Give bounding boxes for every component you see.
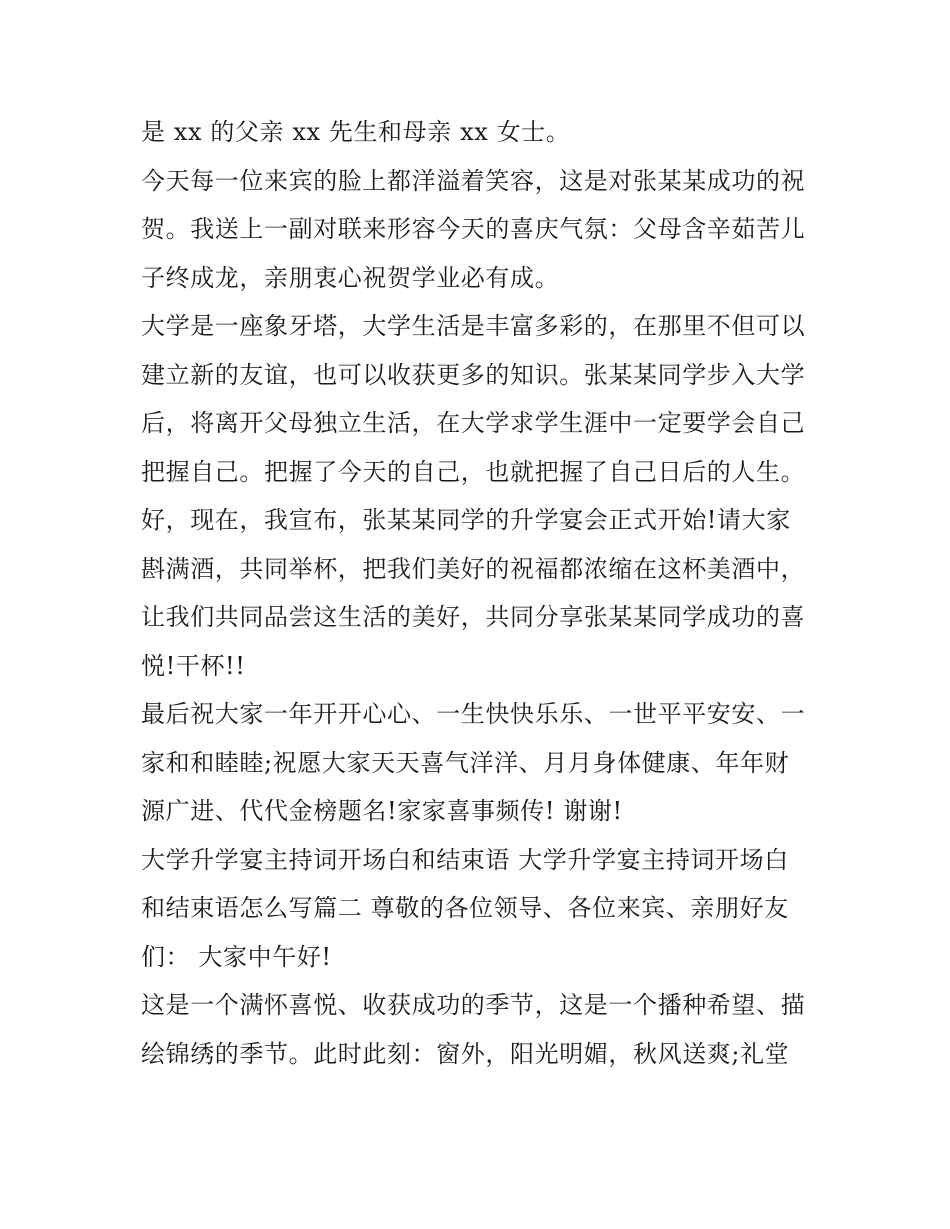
text-line: 子终成龙，亲朋衷心祝贺学业必有成。 xyxy=(141,263,560,292)
text-line: 们： 大家中午好! xyxy=(141,942,332,971)
text-line: 让我们共同品尝这生活的美好，共同分享张某某同学成功的喜 xyxy=(141,603,806,631)
text-line: 悦!干杯!! xyxy=(141,651,246,680)
text-line: 后，将离开父母独立生活，在大学求学生涯中一定要学会自己 xyxy=(141,409,806,437)
text-line: 这是一个满怀喜悦、收获成功的季节，这是一个播种希望、描 xyxy=(141,991,806,1019)
text-line: 把握自己。把握了今天的自己，也就把握了自己日后的人生。 xyxy=(141,457,806,486)
text-line: 好，现在，我宣布，张某某同学的升学宴会正式开始!请大家 xyxy=(141,506,791,534)
text-line: 和结束语怎么写篇二 尊敬的各位领导、各位来宾、亲朋好友 xyxy=(141,894,789,922)
text-line: 建立新的友谊，也可以收获更多的知识。张某某同学步入大学 xyxy=(141,360,806,389)
text-line: 大学升学宴主持词开场白和结束语 大学升学宴主持词开场白 xyxy=(141,845,789,874)
text-line: 家和和睦睦;祝愿大家天天喜气洋洋、月月身体健康、年年财 xyxy=(141,748,790,777)
text-line: 最后祝大家一年开开心心、一生快快乐乐、一世平平安安、一 xyxy=(141,700,806,728)
text-line: 今天每一位来宾的脸上都洋溢着笑容，这是对张某某成功的祝 xyxy=(141,166,806,195)
text-line: 源广进、代代金榜题名!家家喜事频传! 谢谢! xyxy=(141,797,623,825)
text-line: 绘锦绣的季节。此时此刻：窗外，阳光明媚，秋风送爽;礼堂 xyxy=(141,1039,790,1068)
text-line: 大学是一座象牙塔，大学生活是丰富多彩的，在那里不但可以 xyxy=(141,312,806,340)
text-line: 斟满酒，共同举杯，把我们美好的祝福都浓缩在这杯美酒中， xyxy=(141,554,806,583)
document-body xyxy=(141,108,821,1078)
text-line: 是 xx 的父亲 xx 先生和母亲 xx 女士。 xyxy=(141,118,571,146)
text-line: 贺。我送上一副对联来形容今天的喜庆气氛：父母含辛茹苦儿 xyxy=(141,215,806,243)
